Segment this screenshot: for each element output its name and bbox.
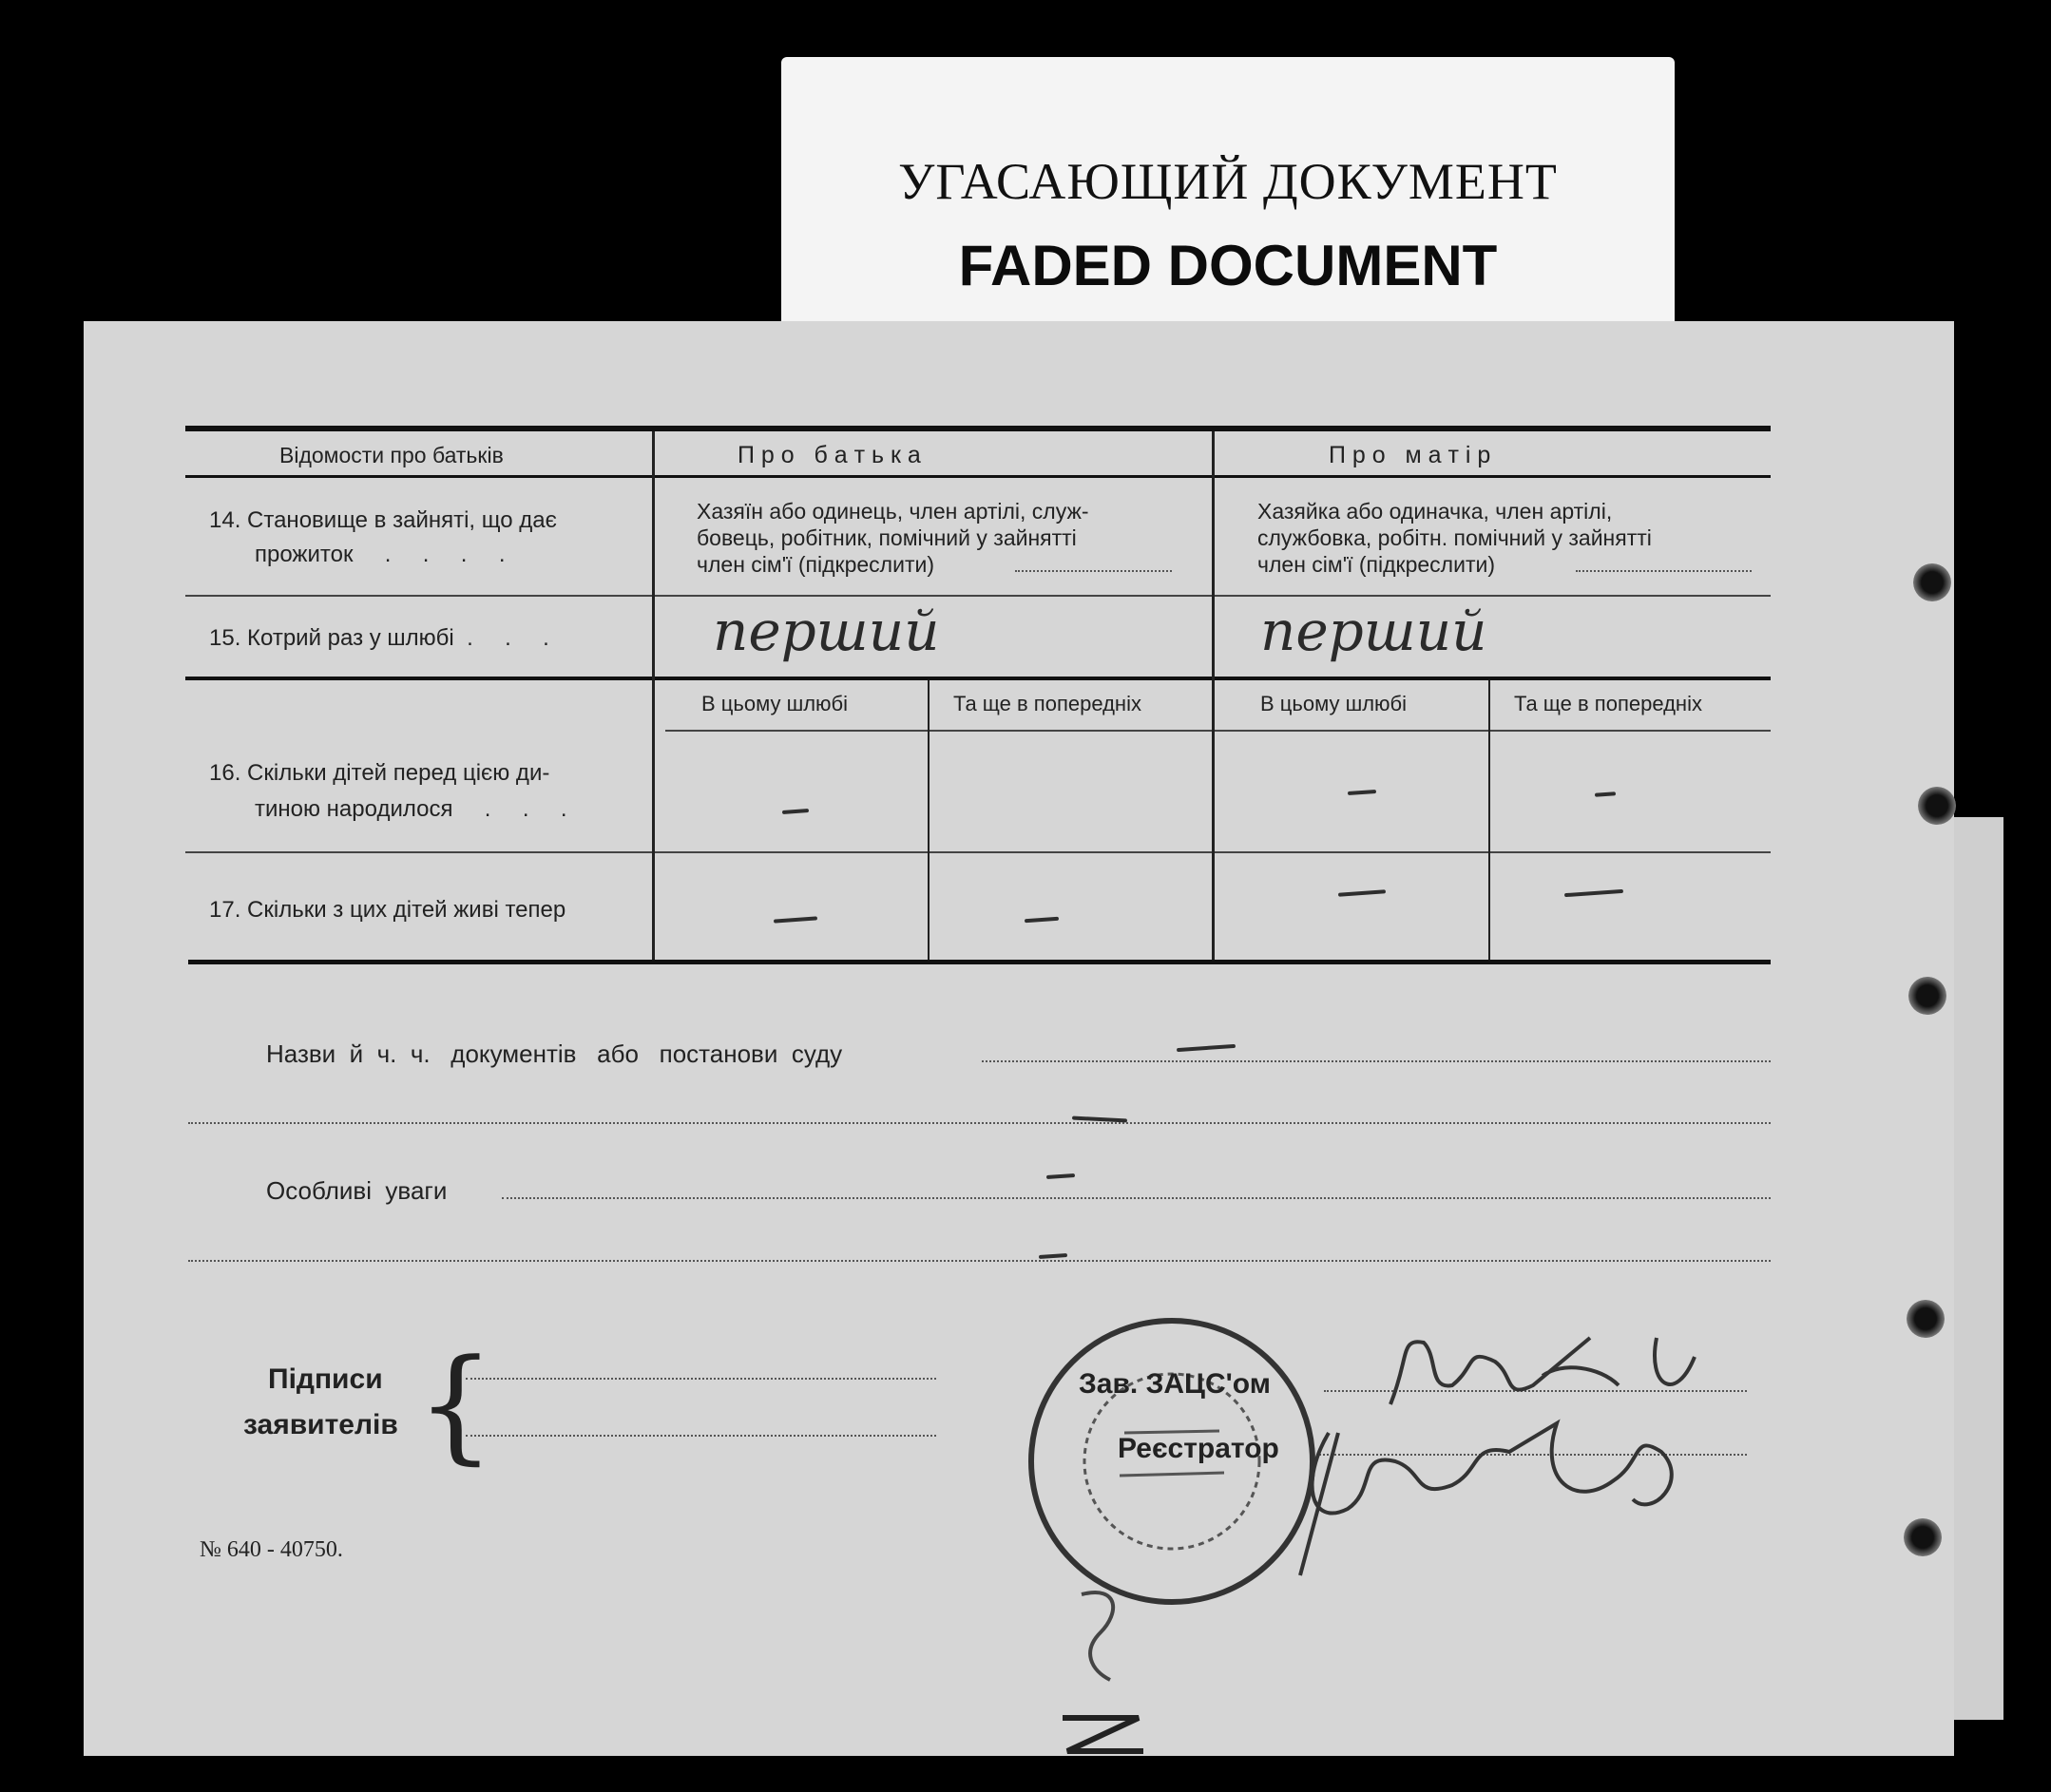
row14-bottom-rule	[185, 595, 1771, 597]
row15-bottom-rule	[185, 677, 1771, 680]
col-divider-3	[928, 680, 930, 960]
row17-mother-this-dash	[1338, 889, 1386, 896]
top-rule	[185, 426, 1771, 431]
row14-father-fill	[1015, 570, 1172, 572]
applicant-sign-line-1	[466, 1378, 936, 1380]
signatures-brace: {	[416, 1332, 495, 1477]
header-father: П р о б а т ь к а	[738, 442, 921, 468]
remarks-label: Особливі уваги	[266, 1176, 448, 1205]
documents-dash-1	[1177, 1044, 1236, 1052]
row16-mother-previous-dash	[1595, 791, 1616, 797]
row15-label: 15. Котрий раз у шлюбі . . .	[209, 625, 549, 651]
signatures-applicants-1: Підписи	[268, 1363, 383, 1395]
col-divider-4	[1488, 680, 1490, 960]
documents-fill-1	[982, 1060, 1771, 1062]
row15-father-handwriting: перший	[713, 599, 940, 663]
remarks-dash-1	[1046, 1173, 1075, 1179]
signatures-applicants-2: заявителів	[243, 1409, 398, 1440]
row16-label-1: 16. Скільки дітей перед цією ди-	[209, 760, 550, 786]
row16-mother-this-dash	[1348, 790, 1376, 795]
row17-father-previous-dash	[1025, 917, 1059, 924]
table-bottom-rule	[188, 960, 1771, 964]
header-parents-info: Відомости про батьків	[279, 443, 504, 467]
pencil-scribble-bottom	[1044, 1575, 1158, 1765]
subheader-father-this: В цьому шлюбі	[701, 692, 849, 715]
remarks-fill-2	[188, 1260, 1771, 1262]
documents-fill-2	[188, 1122, 1771, 1124]
row16-father-this-dash	[782, 809, 809, 814]
remarks-dash-2	[1039, 1253, 1067, 1259]
punch-hole-4	[1907, 1300, 1945, 1338]
row16-bottom-rule	[185, 851, 1771, 853]
row14-mother-fill	[1576, 570, 1752, 572]
row14-mother-2: службовка, робітн. помічний у зайнятті	[1257, 525, 1652, 550]
col-divider-2	[1212, 431, 1215, 960]
punch-hole-1	[1913, 563, 1951, 601]
faded-document-banner	[781, 57, 1675, 340]
row15-mother-handwriting: перший	[1260, 599, 1487, 663]
punch-hole-3	[1908, 977, 1946, 1015]
registrar-label: Реєстратор	[1118, 1433, 1279, 1464]
row14-mother-1: Хазяйка або одиначка, член артілі,	[1257, 499, 1613, 524]
form-number: № 640 - 40750.	[200, 1537, 343, 1562]
header-rule	[185, 475, 1771, 478]
remarks-fill-1	[502, 1197, 1771, 1199]
subheader-father-previous: Та ще в попередніх	[953, 692, 1141, 715]
banner-russian-text: УГАСАЮЩИЙ ДОКУМЕНТ	[898, 153, 1558, 210]
col-divider-1	[652, 431, 655, 960]
row14-father-3: член сім'ї (підкреслити)	[697, 552, 934, 577]
row14-father-2: бовець, робітник, помічний у зайнятті	[697, 525, 1077, 550]
subheader-mother-previous: Та ще в попередніх	[1514, 692, 1702, 715]
row14-label-2: прожиток . . . .	[255, 542, 506, 567]
punch-hole-2	[1918, 787, 1956, 825]
row14-father-1: Хазяїн або одинець, член артілі, служ-	[697, 499, 1089, 524]
row16-label-2: тиною народилося . . .	[255, 796, 567, 822]
punch-hole-5	[1904, 1518, 1942, 1556]
record-sheet	[84, 321, 1954, 1756]
subheader-rule	[665, 730, 1771, 732]
applicant-sign-line-2	[466, 1435, 936, 1437]
row14-label-1: 14. Становище в зайняті, що дає	[209, 507, 557, 533]
row14-mother-3: член сім'ї (підкреслити)	[1257, 552, 1495, 577]
head-of-registry-label: Зав. ЗАЦС'ом	[1079, 1368, 1271, 1400]
subheader-mother-this: В цьому шлюбі	[1260, 692, 1408, 715]
row17-father-this-dash	[774, 916, 817, 923]
handwritten-signature-registrar	[1272, 1395, 1709, 1585]
banner-english-text: FADED DOCUMENT	[958, 234, 1498, 297]
documents-label: Назви й ч. ч. документів або постанови суду	[266, 1039, 843, 1068]
row17-label: 17. Скільки з цих дітей живі тепер	[209, 897, 566, 923]
row17-mother-previous-dash	[1564, 889, 1623, 897]
header-mother: П р о м а т і р	[1329, 442, 1491, 468]
